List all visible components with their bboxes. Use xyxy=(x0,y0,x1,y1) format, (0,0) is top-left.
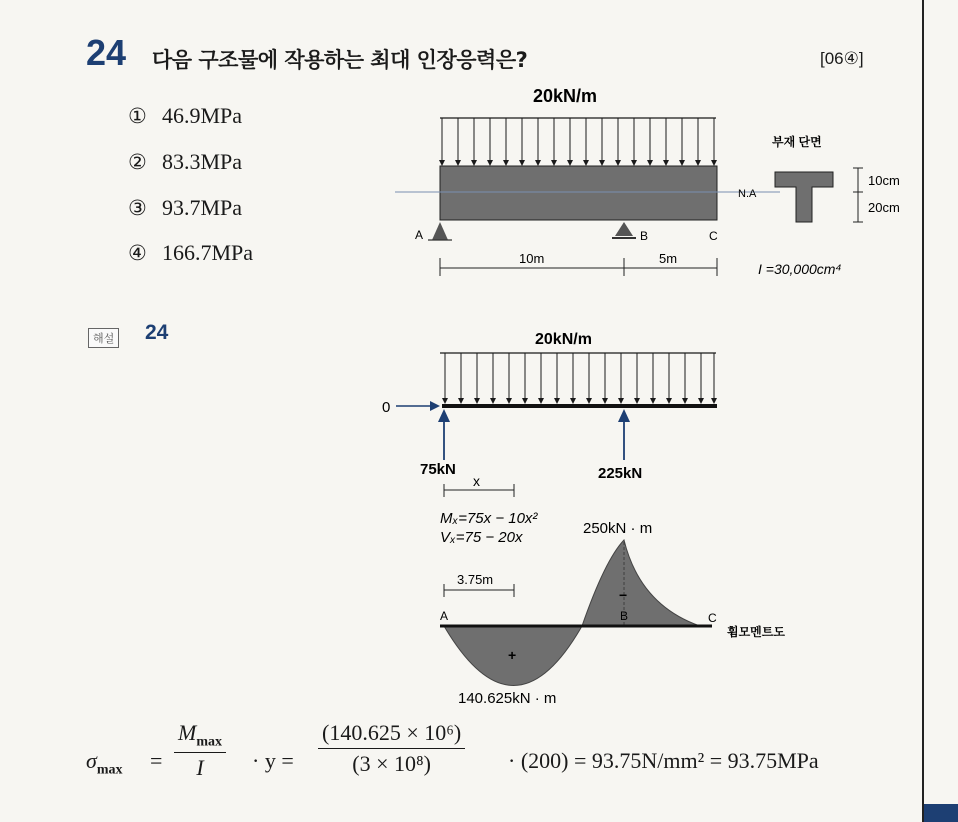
choice-value: 166.7MPa xyxy=(162,240,254,265)
load-arrows xyxy=(442,118,714,162)
point-c-label: C xyxy=(709,229,718,243)
bmd-b-label: B xyxy=(620,609,629,623)
origin-label: 0 xyxy=(382,399,391,416)
na-label: N.A xyxy=(738,188,757,200)
inertia-label: I =30,000cm⁴ xyxy=(758,261,842,277)
formula-lhs: $\sigma_{max}$ xyxy=(86,748,123,778)
exam-code: [06④] xyxy=(820,49,864,68)
support-b-icon xyxy=(615,222,633,236)
minus-sign: − xyxy=(619,587,628,603)
plus-sign: + xyxy=(508,647,517,663)
dim-top-label: 10cm xyxy=(868,173,900,188)
free-body-diagram xyxy=(382,331,717,546)
beam xyxy=(440,166,717,220)
t-section-icon xyxy=(775,172,833,222)
stress-formula xyxy=(86,720,916,800)
vx-equation: Vₓ=75 − 20x xyxy=(440,529,523,546)
solution-tag: 해설 xyxy=(88,328,119,348)
choice-value: 46.9MPa xyxy=(162,103,243,128)
support-a-label: A xyxy=(415,228,424,242)
mx-equation: Mₓ=75x − 10x² xyxy=(440,510,538,527)
moment-max-label: 250kN · m xyxy=(583,520,653,537)
formula-equals: = xyxy=(150,748,163,773)
span-bc-label: 5m xyxy=(659,251,678,266)
formula-dot-y: · y = xyxy=(252,748,294,773)
question-number: 24 xyxy=(86,32,127,73)
bmd-title: 휨모멘트도 xyxy=(727,625,785,639)
formula-frac2: $\frac{\text{(140.625 × 10⁶)}}{\text{(3 × 10⁸)}}$ xyxy=(318,720,465,777)
reaction-a-label: 75kN xyxy=(420,461,456,478)
support-b-label: B xyxy=(640,229,649,243)
formula-frac1: $M_{max}$ I xyxy=(174,720,226,781)
positive-moment-area xyxy=(582,540,700,626)
section-title: 부재 단면 xyxy=(772,135,822,149)
choice-marker: ④ xyxy=(128,241,147,265)
bmd-a-label: A xyxy=(440,609,449,623)
reaction-b-label: 225kN xyxy=(598,465,643,482)
choice-value: 83.3MPa xyxy=(162,149,243,174)
x-label: x xyxy=(473,473,480,489)
span-ab-label: 10m xyxy=(519,251,545,266)
choice-marker: ③ xyxy=(128,196,147,220)
solution-number: 24 xyxy=(145,321,169,344)
dist-label: 3.75m xyxy=(457,572,494,587)
formula-tail: · (200) = 93.75N/mm² = 93.75MPa xyxy=(508,748,819,773)
choice-marker: ② xyxy=(128,150,147,174)
support-a-icon xyxy=(432,222,448,240)
moment-min-label: 140.625kN · m xyxy=(458,690,557,707)
bending-moment-diagram xyxy=(440,540,785,707)
sol-load-label: 20kN/m xyxy=(535,331,592,348)
choice-value: 93.7MPa xyxy=(162,195,243,220)
dim-bottom-label: 20cm xyxy=(868,200,900,215)
bmd-c-label: C xyxy=(708,611,717,625)
load-label: 20kN/m xyxy=(533,86,598,106)
choice-marker: ① xyxy=(128,104,147,128)
question-text: 다음 구조물에 작용하는 최대 인장응력은? xyxy=(152,48,528,72)
beam-figure xyxy=(395,86,900,277)
